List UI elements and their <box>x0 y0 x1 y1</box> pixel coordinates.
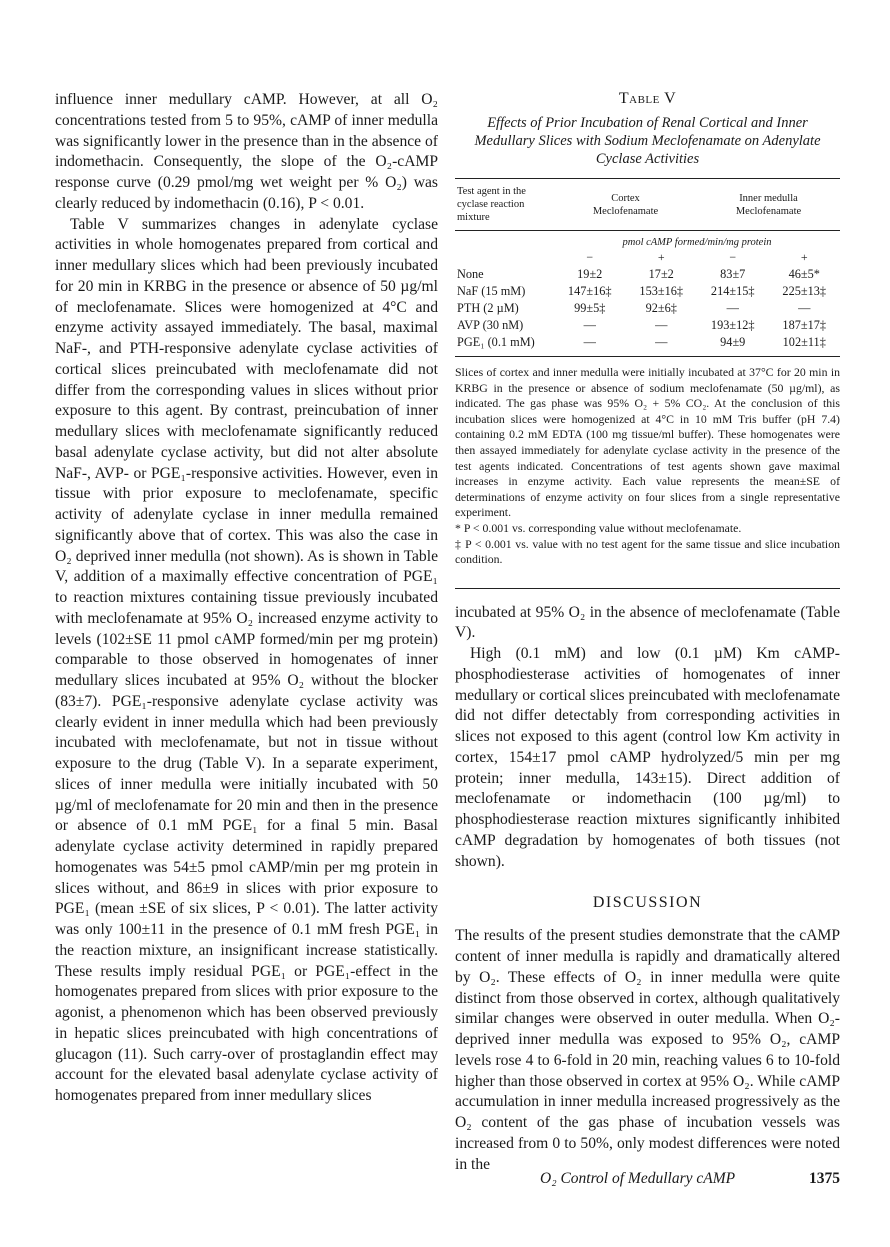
table-divider <box>455 588 840 589</box>
table-block <box>455 90 840 589</box>
adenylate-cyclase-table <box>455 178 840 357</box>
body-paragraph: influence inner medullary cAMP. However, at all O₂ concentrations tested from 5 to 95%, cAMP of inner medulla was significantly lower in the presence than in the absence of indomethacin. Consequently, the slope of the O₂-cAMP response curve (0.29 pmol/mg wet weight per % O₂) was clearly reduced by indomethacin (0.16), P < 0.01. <box>55 91 438 212</box>
running-title: O₂ Control of Medullary cAMP <box>540 1170 736 1187</box>
page-number: 1375 <box>809 1170 840 1187</box>
value-cell: 214±15‡ <box>710 284 755 298</box>
value-cell: — <box>583 335 596 349</box>
value-cell: 225±13‡ <box>782 284 827 298</box>
value-cell: 147±16‡ <box>567 284 612 298</box>
value-cell: 99±5‡ <box>574 301 606 315</box>
table-row <box>455 334 840 357</box>
value-cell: — <box>655 335 668 349</box>
body-paragraph: High (0.1 mM) and low (0.1 µM) Km cAMP-phosphodiesterase activities of homogenates of inner medullary or cortical slices preincubated with meclofenamate did not differ detectably from corresponding activities in slices not exposed to this agent (control low Km activity in cortex, 154±17 pmol cAMP hydrolyzed/5 min per mg protein; inner medulla, 143±15). Direct addition of meclofenamate or indomethacin (100 µg/ml) to phosphodiesterase reaction mixtures significantly inhibited cAMP degradation by homogenates of both tissues (not shown). <box>455 645 840 870</box>
table-label: Table V <box>618 90 677 107</box>
agent-cell: PGE₁ (0.1 mM) <box>457 335 535 349</box>
signs-row <box>455 249 840 266</box>
value-cell: — <box>798 301 811 315</box>
table-row <box>455 283 840 300</box>
table-footnote-star: * P < 0.001 vs. corresponding value without meclofenamate. <box>455 520 742 535</box>
table-row <box>455 266 840 283</box>
discussion-heading: DISCUSSION <box>592 894 703 912</box>
value-cell: 102±11‡ <box>782 335 826 349</box>
body-paragraph: incubated at 95% O₂ in the absence of meclofenamate (Table V). <box>455 603 840 642</box>
value-cell: — <box>655 318 668 332</box>
value-cell: 92±6‡ <box>645 301 677 315</box>
value-cell: 17±2 <box>648 267 674 281</box>
table-row <box>455 300 840 317</box>
agent-column-header: Test agent in the cyclase reaction mixture <box>457 186 526 223</box>
value-cell: 19±2 <box>577 267 603 281</box>
value-cell: 83±7 <box>720 267 746 281</box>
agent-cell: None <box>457 267 484 281</box>
agent-cell: AVP (30 nM) <box>457 318 524 332</box>
cortex-column-header <box>554 179 697 231</box>
value-cell: — <box>583 318 596 332</box>
sign-cell: − <box>729 250 737 264</box>
table-row <box>455 317 840 334</box>
right-column <box>455 90 840 1175</box>
table-note: Slices of cortex and inner medulla were initially incubated at 37°C for 20 min in KRBG in the presence or absence of sodium meclofenamate (50 µg/ml), as indicated. The gas phase was 95% O₂ + 5% CO₂. At the conclusion of this incubation slices were homogenized at 4°C in 10 mM Tris buffer (pH 7.4) containing 0.2 mM EDTA (100 mg tissue/ml buffer). These homogenates were then assayed immediately for adenylate cyclase activity in the presence of the test agents indicated. Concentrations of test agents shown gave maximal increases in enzyme activity. Each value represents the mean±SE of determinations of enzyme activity on four slices from a single representative experiment. <box>455 365 840 520</box>
running-head <box>540 1170 840 1188</box>
agent-cell: PTH (2 µM) <box>457 301 519 315</box>
sign-cell: + <box>800 250 808 264</box>
agent-cell: NaF (15 mM) <box>457 284 526 298</box>
table-header-row <box>455 179 840 231</box>
medulla-column-header <box>697 179 840 231</box>
table-footnote-dagger: ‡ P < 0.001 vs. value with no test agent for the same tissue and slice incubation condition. <box>455 536 840 567</box>
cortex-drug-label: Meclofenamate <box>592 205 659 217</box>
value-cell: 153±16‡ <box>639 284 684 298</box>
discussion-paragraph: The results of the present studies demonstrate that the cAMP content of inner medulla is rapidly and dramatically altered by O₂. These effects of O₂ in inner medulla were quite distinct from those observed in cortex, although qualitatively similar changes were observed in outer medulla. When O₂-deprived inner medulla was exposed to 95% O₂, cAMP levels rose 4 to 6-fold in 20 min, reaching values 6 to 10-fold higher than those observed in cortex at 95% O₂. While cAMP accumulation in inner medulla increased progressively as the O₂ content of the gas phase of incubation vessels was increased from 0 to 50%, only modest differences were noted in the <box>455 927 840 1173</box>
units-row <box>455 231 840 250</box>
value-cell: 46±5* <box>788 267 820 281</box>
medulla-drug-label: Meclofenamate <box>735 205 802 217</box>
cortex-tissue-label: Cortex <box>611 192 640 204</box>
left-column <box>55 90 438 1107</box>
value-cell: — <box>726 301 739 315</box>
body-paragraph: Table V summarizes changes in adenylate cyclase activities in whole homogenates prepared from cortical and inner medullary slices which had been previously incubated for 20 min in KRBG in the presence or absence of 50 µg/ml of meclofenamate. Slices were homogenized at 4°C and enzyme activity assayed immediately. The basal, maximal NaF-, and PTH-responsive adenylate cyclase activities of cortical slices preincubated with meclofenamate did not differ from the corresponding values in slices without prior exposure to this agent. By contrast, preincubation of inner medullary slices with meclofenamate significantly reduced basal adenylate cyclase activity, but did not alter absolute NaF-, AVP- or PGE₁-responsive activities. However, even in tissue with prior exposure to meclofenamate, specific activity of adenylate cyclase in inner medulla remained significantly above that of cortex. This was also the case in O₂ deprived inner medulla (not shown). As is shown in Table V, addition of a maximally effective concentration of PGE₁ to reaction mixtures containing tissue previously incubated with meclofenamate at 95% O₂ increased enzyme activity to levels (102±SE 11 pmol cAMP formed/min per mg protein) comparable to those observed in homogenates of inner medullary slices incubated at 95% O₂ without the blocker (83±7). PGE₁-responsive adenylate cyclase activity was clearly evident in inner medulla which had been previously incubated with meclofenamate, but not in tissue without exposure to the drug (Table V). In a separate experiment, slices of inner medulla were initially incubated with 50 µg/ml of meclofenamate for 20 min and then in the presence or absence of 0.1 mM PGE₁ for a final 5 min. Basal adenylate cyclase activity determined in rapidly prepared homogenates was 54±5 pmol cAMP/min per mg protein in slices without, and 86±9 in slices with prior exposure to PGE₁ (mean ±SE of six slices, P < 0.01). The latter activity was only 100±11 in the presence of 0.1 mM fresh PGE₁ in the reaction mixture, an insignificant increase statistically. These results imply residual PGE₁ or PGE₁-effect in the homogenates prepared from slices with prior exposure to the agonist, a phenomenon which has been observed previously in hepatic slices preincubated with high concentrations of glucagon (11). Such carry-over of prostaglandin effect may account for the elevated basal adenylate cyclase activity of homogenates prepared from inner medullary slices <box>55 215 438 1104</box>
sign-cell: + <box>657 250 665 264</box>
value-cell: 193±12‡ <box>710 318 755 332</box>
value-cell: 94±9 <box>720 335 746 349</box>
sign-cell: − <box>586 250 594 264</box>
medulla-tissue-label: Inner medulla <box>739 192 798 204</box>
table-caption: Effects of Prior Incubation of Renal Cortical and Inner Medullary Slices with Sodium Meclofenamate on Adenylate Cyclase Activities <box>474 115 821 167</box>
units-label: pmol cAMP formed/min/mg protein <box>622 237 772 248</box>
value-cell: 187±17‡ <box>782 318 827 332</box>
